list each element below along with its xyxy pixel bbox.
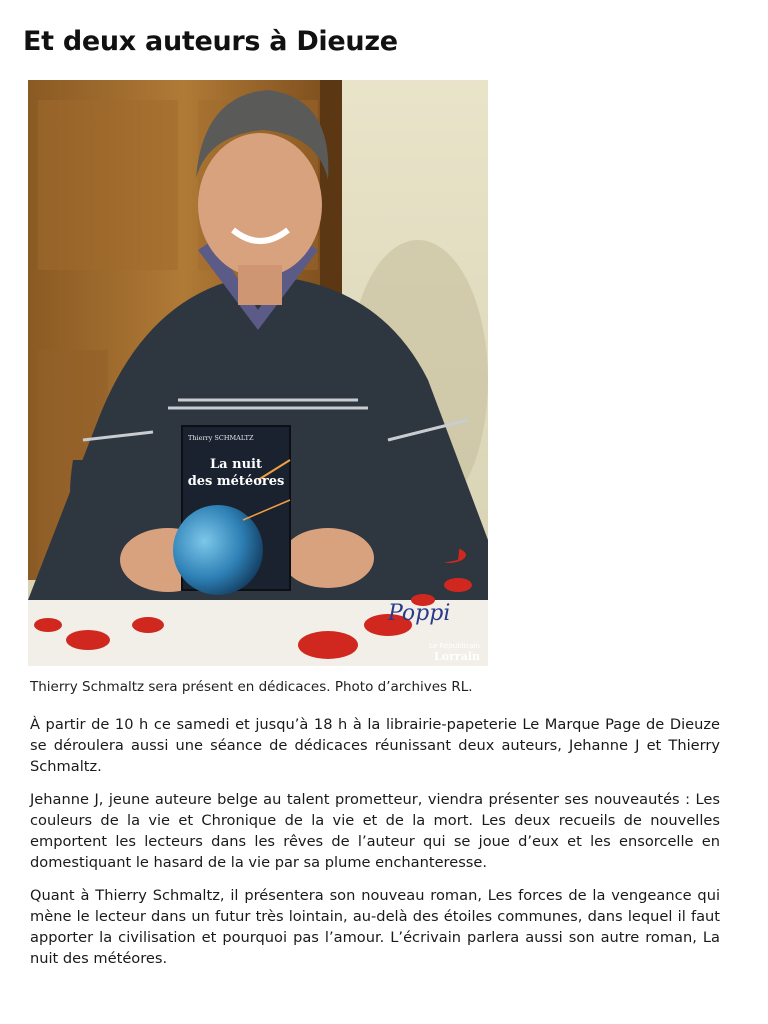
article-paragraph: Quant à Thierry Schmaltz, il présentera son nouveau roman, Les forces de la vengeance qui mène le lecteur dans un futur très lointain, au-delà des étoiles communes, dans lequel il faut apporter la civilisation et pourquoi pas l’amour. L’écrivain parlera aussi son autre roman, La nuit des météores. — [30, 887, 720, 967]
book-author-text: Thierry SCHMALTZ — [188, 434, 254, 442]
handwriting-text: Poppi — [388, 601, 451, 626]
watermark-line1: Le Républicain — [429, 642, 480, 650]
article-photo — [28, 80, 488, 666]
book-title-line2: des météores — [187, 474, 285, 489]
watermark-line2: Lorrain — [434, 650, 480, 663]
article-title: Et deux auteurs à Dieuze — [23, 26, 398, 57]
article-paragraph: Jehanne J, jeune auteure belge au talent prometteur, viendra présenter ses nouveautés : Les couleurs de la vie et Chronique de la vie et de la mort. Les deux recueils de nouvelles emportent les lecteurs dans les rêves de l’auteur qui se joue d’eux et les ensorcelle en domestiquant le hasard de la vie par sa plume enchanteresse. — [30, 791, 720, 871]
article-body — [30, 714, 720, 981]
book-title-line1: La nuit — [210, 457, 262, 472]
article-paragraph: À partir de 10 h ce samedi et jusqu’à 18 h à la librairie-papeterie Le Marque Page de Dieuze se déroulera aussi une séance de dédicaces réunissant deux auteurs, Jehanne J et Thierry Schmaltz. — [30, 716, 720, 775]
photo-caption: Thierry Schmaltz sera présent en dédicaces. Photo d’archives RL. — [30, 679, 473, 695]
